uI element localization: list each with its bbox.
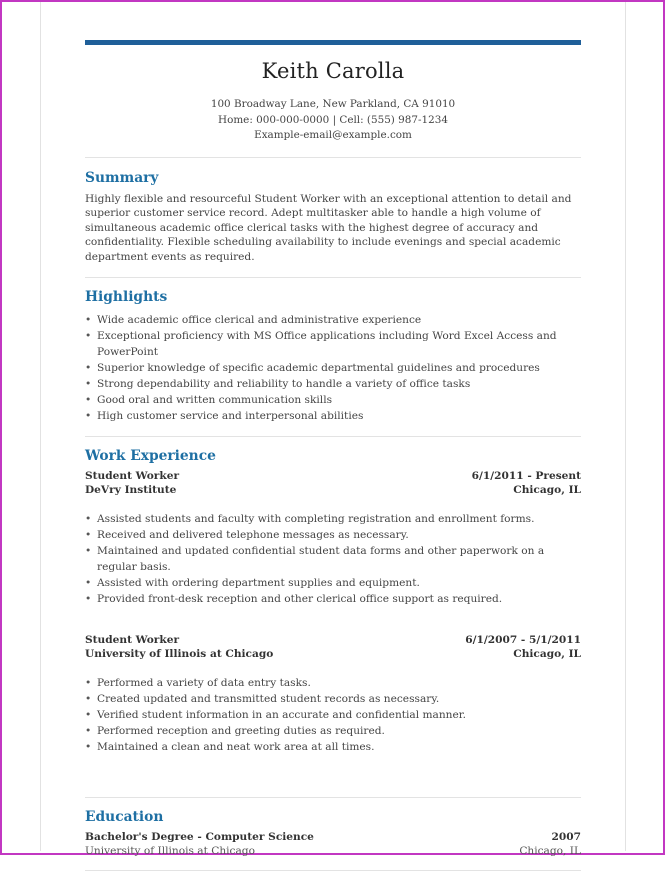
divider bbox=[85, 277, 581, 278]
job-dates: 6/1/2011 - Present bbox=[471, 470, 581, 482]
list-item: • Good oral and written communication skills bbox=[85, 392, 581, 408]
job-organization: University of Illinois at Chicago bbox=[85, 648, 274, 660]
list-item: • Wide academic office clerical and administrative experience bbox=[85, 312, 581, 328]
list-item: • Strong dependability and reliability to handle a variety of office tasks bbox=[85, 376, 581, 392]
highlights-title: Highlights bbox=[85, 289, 168, 305]
job-entry bbox=[85, 633, 581, 755]
candidate-name: Keith Carolla bbox=[261, 59, 405, 83]
list-item: • Created updated and transmitted student records as necessary. bbox=[85, 691, 581, 707]
resume-page bbox=[40, 2, 626, 857]
job-duties bbox=[85, 511, 581, 607]
education-title: Education bbox=[85, 809, 164, 825]
list-item: • Maintained and updated confidential student data forms and other paperwork on a regular basis. bbox=[85, 543, 581, 575]
job-role: Student Worker bbox=[85, 470, 180, 482]
list-item: • Verified student information in an accurate and confidential manner. bbox=[85, 707, 581, 723]
divider bbox=[85, 436, 581, 437]
resume-content bbox=[85, 40, 581, 871]
list-item: • Performed reception and greeting duties as required. bbox=[85, 723, 581, 739]
list-item: • Performed a variety of data entry tasks. bbox=[85, 675, 581, 691]
list-item: • Received and delivered telephone messages as necessary. bbox=[85, 527, 581, 543]
list-item: • Maintained a clean and neat work area at all times. bbox=[85, 739, 581, 755]
contact-block bbox=[85, 97, 581, 144]
list-item: • Assisted with ordering department supplies and equipment. bbox=[85, 575, 581, 591]
education-section bbox=[85, 809, 581, 858]
job-role: Student Worker bbox=[85, 634, 180, 646]
phone-numbers: Home: 000-000-0000 | Cell: (555) 987-1234 bbox=[218, 113, 448, 126]
list-item: • High customer service and interpersonal abilities bbox=[85, 408, 581, 424]
list-item: • Exceptional proficiency with MS Office applications including Word Excel Access and PowerPoint bbox=[85, 328, 581, 360]
list-item: • Provided front-desk reception and other clerical office support as required. bbox=[85, 591, 581, 607]
graduation-year: 2007 bbox=[551, 831, 581, 843]
list-item: • Superior knowledge of specific academic departmental guidelines and procedures bbox=[85, 360, 581, 376]
summary-section bbox=[85, 170, 581, 265]
highlights-section bbox=[85, 289, 581, 424]
divider bbox=[85, 797, 581, 798]
degree: Bachelor's Degree - Computer Science bbox=[85, 831, 314, 843]
experience-section bbox=[85, 448, 581, 755]
header-accent-bar bbox=[85, 40, 581, 45]
school: University of Illinois at Chicago bbox=[85, 845, 255, 857]
job-entry bbox=[85, 469, 581, 607]
job-organization: DeVry Institute bbox=[85, 484, 177, 496]
divider bbox=[85, 157, 581, 158]
experience-title: Work Experience bbox=[85, 448, 216, 464]
job-dates: 6/1/2007 - 5/1/2011 bbox=[465, 634, 581, 646]
highlights-list bbox=[85, 312, 581, 424]
summary-text: Highly flexible and resourceful Student Worker with an exceptional attention to detail and superior customer service record. Adept multitasker able to handle a high volume of simultaneous academic office clerical tasks with the highest degree of accuracy and confidentiality. Flexible scheduling availability to include evenings and special academic department events as required. bbox=[85, 192, 572, 263]
job-location: Chicago, IL bbox=[513, 484, 581, 496]
job-duties bbox=[85, 675, 581, 755]
address: 100 Broadway Lane, New Parkland, CA 91010 bbox=[210, 98, 456, 110]
email: Example-email@example.com bbox=[254, 129, 412, 141]
school-location: Chicago, IL bbox=[519, 845, 581, 857]
list-item: • Assisted students and faculty with completing registration and enrollment forms. bbox=[85, 511, 581, 527]
summary-title: Summary bbox=[85, 169, 159, 186]
job-location: Chicago, IL bbox=[513, 648, 581, 660]
